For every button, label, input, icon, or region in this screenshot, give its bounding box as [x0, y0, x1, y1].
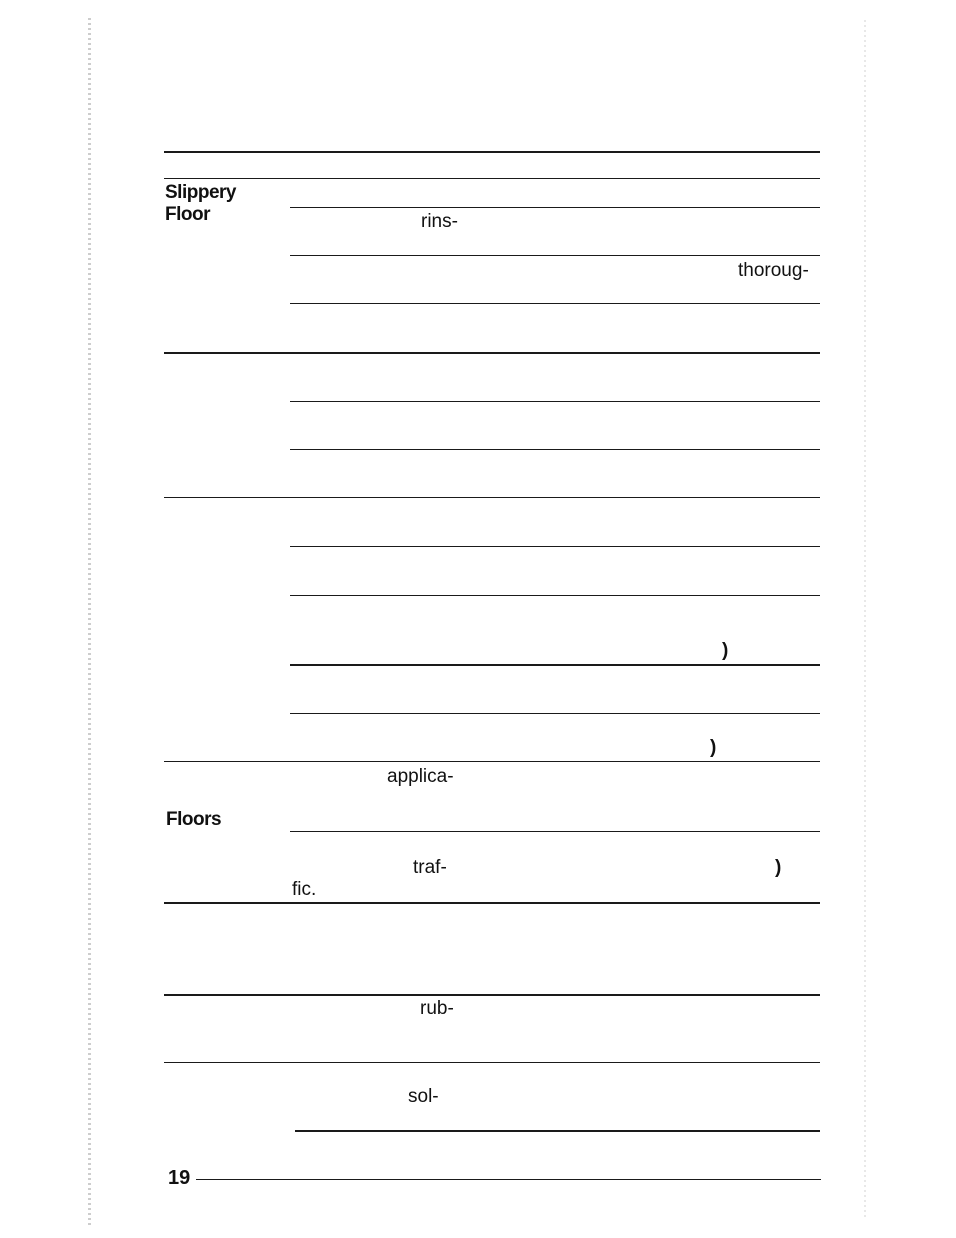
page-number: 19 [168, 1167, 191, 1189]
rule-section [164, 902, 820, 904]
text-fragment: traf- [413, 857, 447, 878]
rule-row [290, 595, 820, 596]
rule-section [164, 352, 820, 354]
section-heading-line: Floors [166, 809, 222, 830]
rule-row [290, 303, 820, 304]
rule-row [290, 449, 820, 450]
text-fragment: ) [710, 737, 716, 758]
text-fragment: fic. [292, 879, 317, 900]
text-fragment: rub- [420, 998, 454, 1019]
text-fragment: ) [722, 640, 728, 661]
rule-section [164, 994, 820, 996]
rule-row [295, 1130, 820, 1132]
rule-row [290, 831, 820, 832]
rule-top [164, 151, 820, 153]
rule-header-bottom [164, 178, 820, 179]
rule-row [290, 401, 820, 402]
rule-row [290, 664, 820, 666]
rule-row [290, 255, 820, 256]
text-fragment: sol- [408, 1086, 439, 1107]
text-fragment: ) [775, 857, 781, 878]
rule-section [164, 761, 820, 762]
rule-section [164, 1062, 820, 1063]
footer-rule [196, 1179, 821, 1180]
text-fragment: rins- [421, 211, 458, 232]
rule-section [164, 497, 820, 498]
rule-row [290, 207, 820, 208]
rule-row [290, 713, 820, 714]
scan-margin-left [88, 18, 91, 1228]
text-fragment: thoroug- [738, 260, 809, 281]
scan-margin-right [864, 20, 866, 1220]
rule-row [290, 546, 820, 547]
section-heading-line: Slippery [165, 182, 236, 203]
text-fragment: applica- [387, 766, 454, 787]
section-heading-line: Floor [165, 204, 210, 225]
